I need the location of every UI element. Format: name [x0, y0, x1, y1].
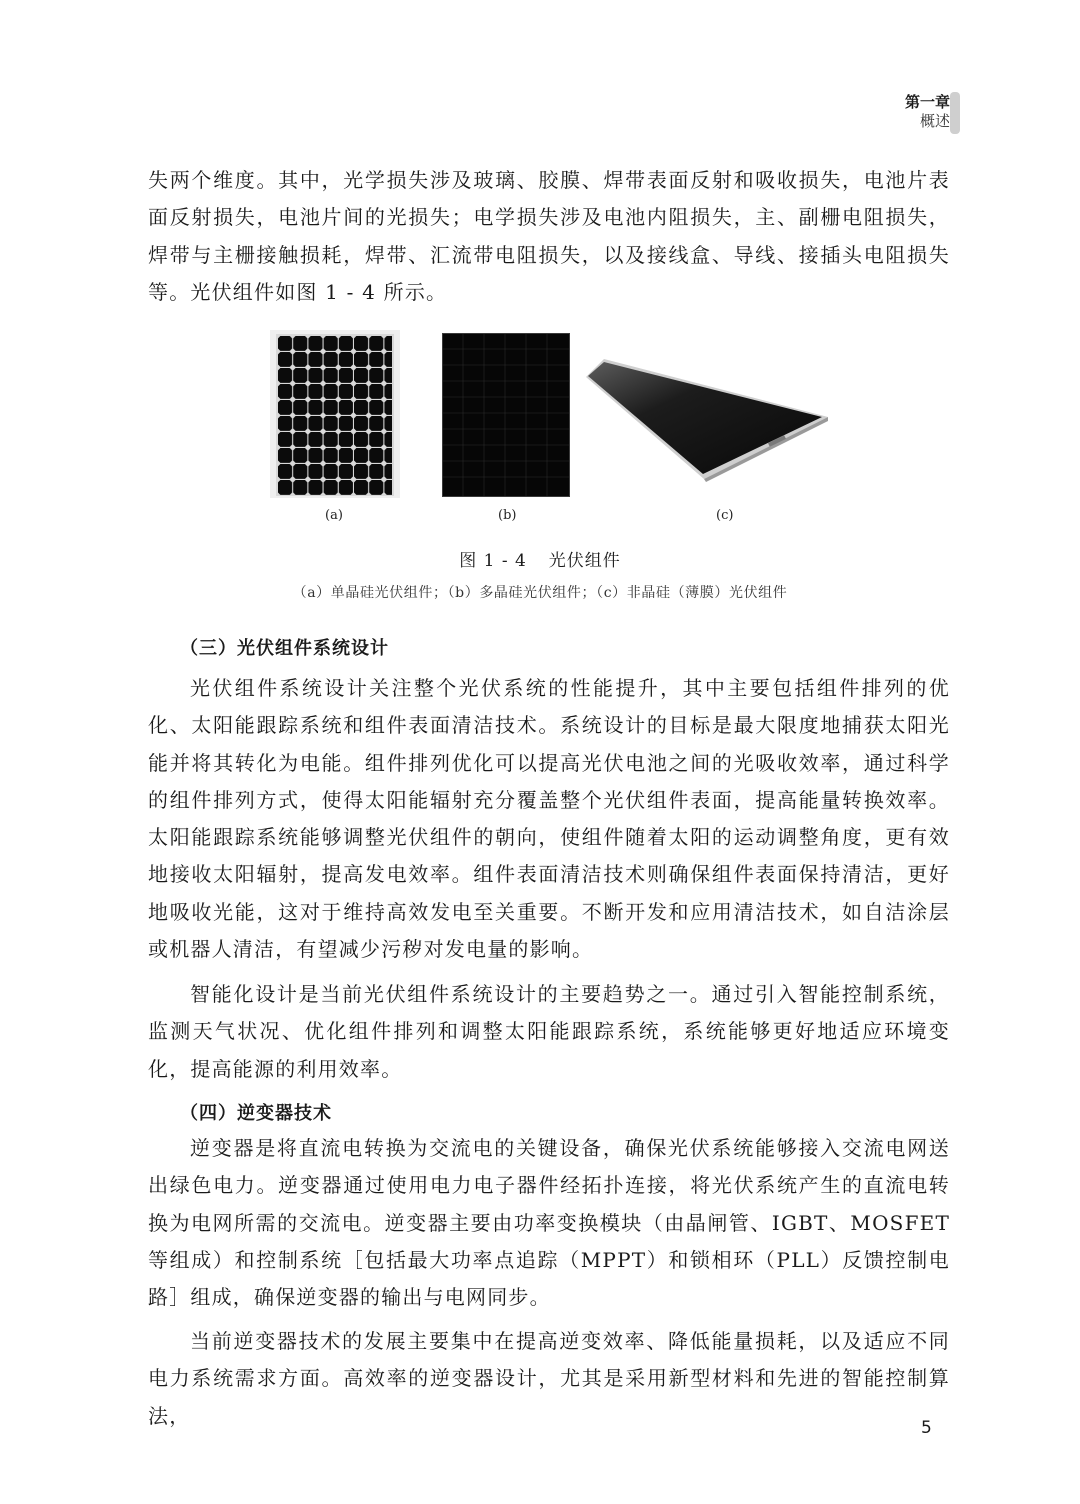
- body-paragraph: 逆变器是将直流电转换为交流电的关键设备，确保光伏系统能够接入交流电网送出绿色电力。逆变器通过使用电力电子器件经拓扑连接，将光伏系统产生的直流电转换为电网所需的交流电。逆变器主要由功率变换模块（由晶闸管、IGBT、MOSFET 等组成）和控制系统［包括最大功率点追踪（MPPT）和锁相环（PLL）反馈控制电路］组成，确保逆变器的输出与电网同步。: [148, 1136, 950, 1310]
- section-title: 概述: [919, 111, 950, 130]
- figure-number: 图 1 - 4: [459, 551, 527, 571]
- running-header: [905, 93, 950, 131]
- body-paragraph: 失两个维度。其中，光学损失涉及玻璃、胶膜、焊带表面反射和吸收损失，电池片表面反射损失，电池片间的光损失；电学损失涉及电池内阻损失，主、副栅电阻损失，焊带与主栅接触损耗，焊带、汇流带电阻损失，以及接线盒、导线、接插头电阻损失等。光伏组件如图 1 - 4 所示。: [148, 168, 950, 304]
- figure-caption: [0, 546, 1080, 571]
- subfigure-label-b: (b): [498, 508, 517, 523]
- thin-film-panel-image: [582, 355, 830, 483]
- body-paragraph: 光伏组件系统设计关注整个光伏系统的性能提升，其中主要包括组件排列的优化、太阳能跟踪系统和组件表面清洁技术。系统设计的目标是最大限度地捕获太阳光能并将其转化为电能。组件排列优化可以提高光伏电池之间的光吸收效率，通过科学的组件排列方式，使得太阳能辐射充分覆盖整个光伏组件表面，提高能量转换效率。太阳能跟踪系统能够调整光伏组件的朝向，使组件随着太阳的运动调整角度，更有效地接收太阳辐射，提高发电效率。组件表面清洁技术则确保组件表面保持清洁，更好地吸收光能，这对于维持高效发电至关重要。不断开发和应用清洁技术，如自洁涂层或机器人清洁，有望减少污秽对发电量的影响。: [148, 676, 950, 962]
- subfigure-label-c: (c): [716, 508, 734, 523]
- body-paragraph: 智能化设计是当前光伏组件系统设计的主要趋势之一。通过引入智能控制系统，监测天气状况、优化组件排列和调整太阳能跟踪系统，系统能够更好地适应环境变化，提高能源的利用效率。: [148, 982, 950, 1081]
- chapter-title: 第一章: [904, 93, 950, 111]
- figure-title: 光伏组件: [548, 551, 621, 571]
- subfigure-label-a: (a): [325, 508, 343, 523]
- page-number: 5: [921, 1418, 932, 1438]
- body-paragraph: 当前逆变器技术的发展主要集中在提高逆变效率、降低能量损耗，以及适应不同电力系统需求方面。高效率的逆变器设计，尤其是采用新型材料和先进的智能控制算法，: [148, 1329, 950, 1428]
- monocrystalline-panel-image: [270, 330, 400, 498]
- section-heading: （四）逆变器技术: [180, 1103, 332, 1124]
- figure-subcaption: （a）单晶硅光伏组件；（b）多晶硅光伏组件；（c）非晶硅（薄膜）光伏组件: [292, 585, 788, 601]
- polycrystalline-panel-image: [442, 333, 570, 497]
- section-heading: （三）光伏组件系统设计: [180, 638, 389, 659]
- chapter-tab-marker: [950, 92, 960, 134]
